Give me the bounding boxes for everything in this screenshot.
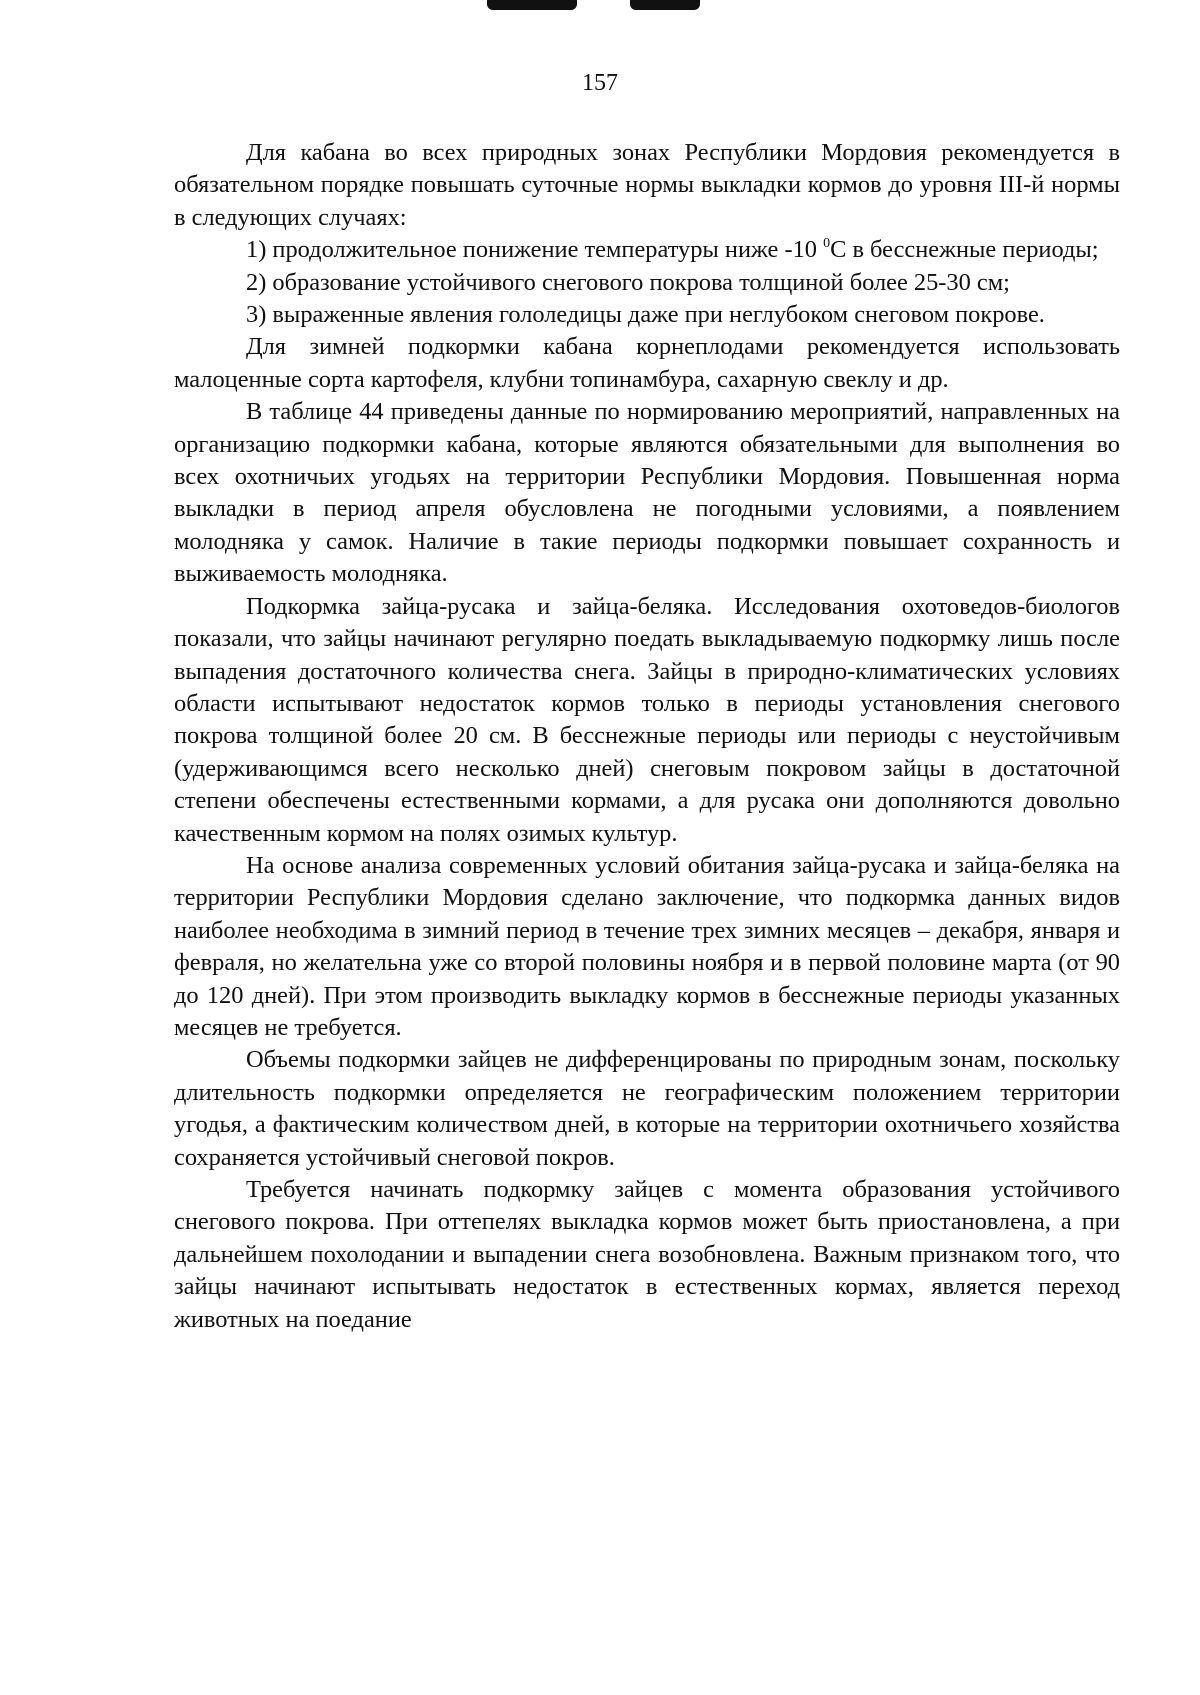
paragraph: Требуется начинать подкормку зайцев с момента образования устойчивого снегового покрова. При оттепелях выкладка кормов может быть приостановлена, а при дальнейшем похолодании и выпадении снега возобновлена. Важным признаком того, что зайцы начинают испытывать недостаток в естественных кормах, является переход животных на поедание [174,1176,1120,1333]
paragraph: В таблице 44 приведены данные по нормированию мероприятий, направленных на организацию подкормки кабана, которые являются обязательными для выполнения во всех охотничьих угодьях на территории Республики Мордовия. Повышенная норма выкладки в период апреля обусловлена не погодными условиями, а появлением молодняка у самок. Наличие в такие периоды подкормки повышает сохранность и выживаемость молодняка. [174,398,1120,588]
paragraph: Для кабана во всех природных зонах Республики Мордовия рекомендуется в обязательном порядке повышать суточные нормы выкладки кормов до уровня III-й нормы в следующих случаях: [174,139,1120,231]
list-item [174,234,1120,266]
paragraph: Подкормка зайца-русака и зайца-беляка. Исследования охотоведов-биологов показали, что зайцы начинают регулярно поедать выкладываемую подкормку лишь после выпадения достаточного количества снега. Зайцы в природно-климатических условиях области испытывают недостаток кормов только в периоды установления снегового покрова толщиной более 20 см. В бесснежные периоды или периоды с неустойчивым (удерживающимся всего несколько дней) снеговым покровом зайцы в достаточной степени обеспечены естественными кормами, а для русака они дополняются довольно качественным кормом на полях озимых культур. [174,592,1120,847]
scan-edge-mark [630,0,700,10]
degree-superscript: 0 [823,236,831,252]
list-item-text: 1) продолжительное понижение температуры ниже -10 [246,236,824,264]
document-body [174,137,1120,1336]
paragraph: На основе анализа современных условий обитания зайца-русака и зайца-беляка на территории Республики Мордовия сделано заключение, что подкормка данных видов наиболее необходима в зимний период в течение трех зимних месяцев – декабря, января и февраля, но желательна уже со второй половины ноября и в первой половине марта (от 90 до 120 дней). При этом производить выкладку кормов в бесснежные периоды указанных месяцев не требуется. [174,851,1120,1041]
list-item: 3) выраженные явления гололедицы даже при неглубоком снеговом покрове. [246,301,1045,329]
list-item: 2) образование устойчивого снегового покрова толщиной более 25-30 см; [246,268,1010,296]
paragraph: Для зимней подкормки кабана корнеплодами рекомендуется использовать малоценные сорта картофеля, клубни топинамбура, сахарную свеклу и др. [174,333,1120,393]
page-number: 157 [582,70,618,96]
scan-edge-mark [487,0,577,10]
list-item-text: С в бесснежные периоды; [830,236,1099,264]
paragraph: Объемы подкормки зайцев не дифференцированы по природным зонам, поскольку длительность подкормки определяется не географическим положением территории угодья, а фактическим количеством дней, в которые на территории охотничьего хозяйства сохраняется устойчивый снеговой покров. [174,1046,1120,1171]
